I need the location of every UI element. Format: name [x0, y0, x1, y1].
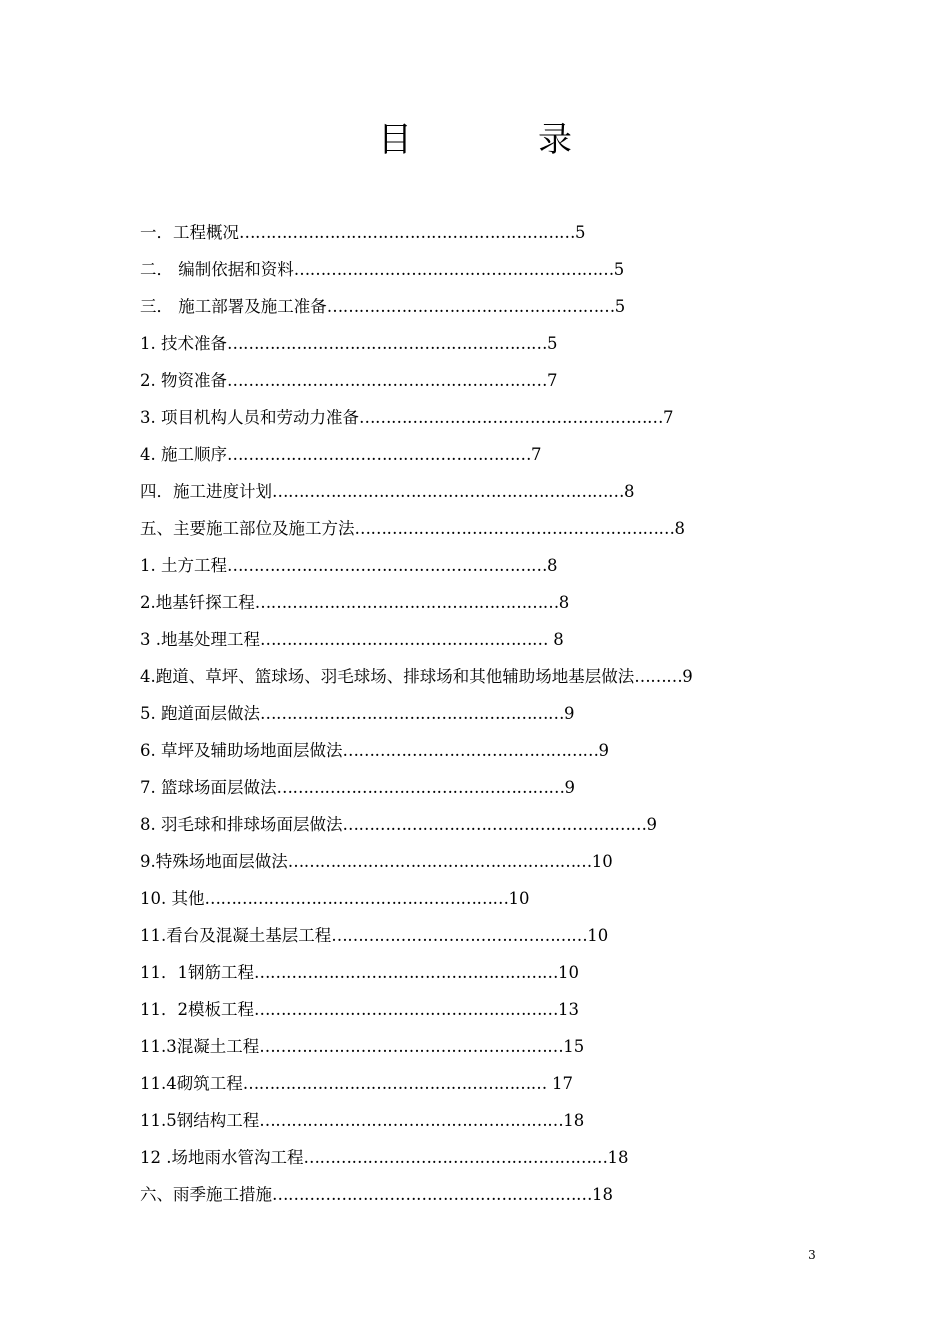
- toc-entry[interactable]: [140, 473, 635, 510]
- toc-entry[interactable]: [140, 658, 693, 695]
- toc-entry[interactable]: [140, 325, 558, 362]
- toc-entry-label: 4.跑道、草坪、篮球场、羽毛球场、排球场和其他辅助场地基层做法: [140, 667, 635, 686]
- toc-entry[interactable]: [140, 584, 569, 621]
- toc-entry-label: 8. 羽毛球和排球场面层做法: [140, 815, 343, 834]
- toc-entry-page: 8: [558, 593, 570, 612]
- toc-entry[interactable]: [140, 399, 674, 436]
- toc-entry[interactable]: [140, 991, 579, 1028]
- toc-entry-label: 4. 施工顺序: [140, 445, 227, 464]
- toc-entry-label: 11.看台及混凝土基层工程: [140, 926, 332, 945]
- toc-entry[interactable]: [140, 288, 625, 325]
- toc-leader-dots: …………………………………………………: [260, 704, 564, 723]
- toc-entry-page: 8: [674, 519, 685, 538]
- toc-entry-label: 3 .地基处理工程: [140, 630, 260, 649]
- toc-entry-page: 9: [564, 704, 575, 723]
- toc-entry[interactable]: [140, 436, 542, 473]
- toc-entry-label: 11.4砌筑工程: [140, 1074, 243, 1093]
- toc-entry-label: 2. 物资准备: [140, 371, 227, 390]
- toc-entry[interactable]: [140, 251, 624, 288]
- toc-entry-label: 6. 草坪及辅助场地面层做法: [140, 741, 343, 760]
- toc-entry-label: 11.5钢结构工程: [140, 1111, 260, 1130]
- toc-entry-page: 5: [547, 334, 558, 353]
- toc-leader-dots: …………………………………………………: [303, 1148, 608, 1167]
- toc-leader-dots: …………………………………………: [342, 741, 599, 760]
- toc-entry-label: 9.特殊场地面层做法: [140, 852, 288, 871]
- toc-entry[interactable]: [140, 1176, 613, 1213]
- toc-entry-page: 9: [682, 667, 693, 686]
- toc-entry-page: 13: [558, 1000, 579, 1019]
- toc-leader-dots: ………………………………………………: [276, 778, 565, 797]
- toc-entry-page: 18: [592, 1185, 613, 1204]
- toc-entry[interactable]: [140, 547, 558, 584]
- toc-entry-page: 10: [591, 852, 613, 871]
- toc-leader-dots: ……………………………………………………: [227, 334, 547, 353]
- toc-entry-page: 8: [624, 482, 635, 501]
- toc-leader-dots: …………………………………………………: [259, 1111, 564, 1130]
- toc-entry-label: 10. 其他: [140, 889, 205, 908]
- toc-entry-label: 3. 项目机构人员和劳动力准备: [140, 408, 359, 427]
- toc-entry-label: 11．1钢筋工程: [140, 963, 254, 982]
- toc-leader-dots: ……………………………………………………: [293, 260, 614, 279]
- toc-leader-dots: …………………………………………………: [342, 815, 647, 834]
- toc-entry-page: 9: [598, 741, 609, 760]
- toc-entry-label: 1. 技术准备: [140, 334, 227, 353]
- toc-leader-dots: ……………………………………………………: [227, 556, 547, 575]
- toc-entry-page: 7: [663, 408, 674, 427]
- toc-entry-label: 1. 土方工程: [140, 556, 227, 575]
- toc-entry-label: 11．2模板工程: [140, 1000, 254, 1019]
- toc-entry-page: 10: [508, 889, 530, 908]
- toc-entry[interactable]: [140, 806, 657, 843]
- toc-entry[interactable]: [140, 1139, 629, 1176]
- toc-entry-label: 5. 跑道面层做法: [140, 704, 260, 723]
- toc-entry-label: 四．施工进度计划: [140, 482, 272, 501]
- toc-entry-label: 2.地基钎探工程: [140, 593, 255, 612]
- toc-entry[interactable]: [140, 1028, 584, 1065]
- toc-entry-label: 11.3混凝土工程: [140, 1037, 260, 1056]
- toc-title: 目 录: [378, 120, 618, 160]
- toc-entry[interactable]: [140, 1102, 584, 1139]
- toc-entry[interactable]: [140, 954, 579, 991]
- toc-entry-page: 9: [646, 815, 657, 834]
- toc-entry-page: 7: [547, 371, 558, 390]
- toc-entry-label: 12 .场地雨水管沟工程: [140, 1148, 304, 1167]
- toc-leader-dots: ………………………………………………: [260, 630, 548, 649]
- toc-entry[interactable]: [140, 362, 558, 399]
- toc-entry-page: 9: [564, 778, 575, 797]
- toc-leader-dots: …………………………………………………: [204, 889, 509, 908]
- toc-entry[interactable]: [140, 732, 609, 769]
- toc-leader-dots: ………………………………………………: [326, 297, 615, 316]
- toc-entry-label: 二． 编制依据和资料: [140, 260, 294, 279]
- toc-entry-page: 17: [546, 1074, 573, 1093]
- toc-leader-dots: …………………………………………………: [254, 963, 558, 982]
- toc-entry[interactable]: [140, 1065, 573, 1102]
- toc-leader-dots: …………………………………………………: [359, 408, 663, 427]
- toc-leader-dots: ………………………………………………………: [239, 223, 575, 242]
- toc-entry-page: 10: [558, 963, 579, 982]
- toc-entry[interactable]: [140, 917, 608, 954]
- toc-entry[interactable]: [140, 695, 575, 732]
- toc-leader-dots: ……………………………………………………: [354, 519, 675, 538]
- toc-leader-dots: ………: [634, 667, 683, 686]
- toc-leader-dots: …………………………………………………: [259, 1037, 564, 1056]
- toc-entry-page: 10: [587, 926, 609, 945]
- toc-leader-dots: …………………………………………………: [254, 1000, 558, 1019]
- toc-entry-page: 15: [563, 1037, 585, 1056]
- toc-leader-dots: ……………………………………………………: [227, 371, 547, 390]
- toc-entry[interactable]: [140, 843, 613, 880]
- toc-entry-label: 三． 施工部署及施工准备: [140, 297, 327, 316]
- toc-leader-dots: …………………………………………………………: [272, 482, 624, 501]
- toc-entry-page: 7: [531, 445, 542, 464]
- toc-entry-page: 5: [575, 223, 586, 242]
- toc-leader-dots: …………………………………………………: [287, 852, 592, 871]
- toc-entry-page: 18: [607, 1148, 629, 1167]
- toc-entry-page: 8: [547, 556, 558, 575]
- toc-entry[interactable]: [140, 621, 564, 658]
- toc-entry[interactable]: [140, 880, 530, 917]
- toc-leader-dots: …………………………………………: [331, 926, 588, 945]
- toc-leader-dots: ……………………………………………………: [272, 1185, 592, 1204]
- toc-leader-dots: …………………………………………………: [227, 445, 531, 464]
- toc-entry[interactable]: [140, 769, 575, 806]
- toc-entry[interactable]: [140, 510, 685, 547]
- toc-entry-page: 8: [548, 630, 564, 649]
- toc-entry[interactable]: [140, 214, 586, 251]
- toc-entry-label: 六、雨季施工措施: [140, 1185, 272, 1204]
- page-number: 3: [808, 1248, 816, 1262]
- toc-entry-page: 5: [613, 260, 625, 279]
- toc-entry-label: 7. 篮球场面层做法: [140, 778, 277, 797]
- toc-entry-page: 18: [563, 1111, 585, 1130]
- toc-entry-label: 五、主要施工部位及施工方法: [140, 519, 355, 538]
- toc-entry-label: 一．工程概况: [140, 223, 239, 242]
- toc-entry-page: 5: [614, 297, 626, 316]
- toc-leader-dots: …………………………………………………: [242, 1074, 547, 1093]
- toc-leader-dots: …………………………………………………: [254, 593, 559, 612]
